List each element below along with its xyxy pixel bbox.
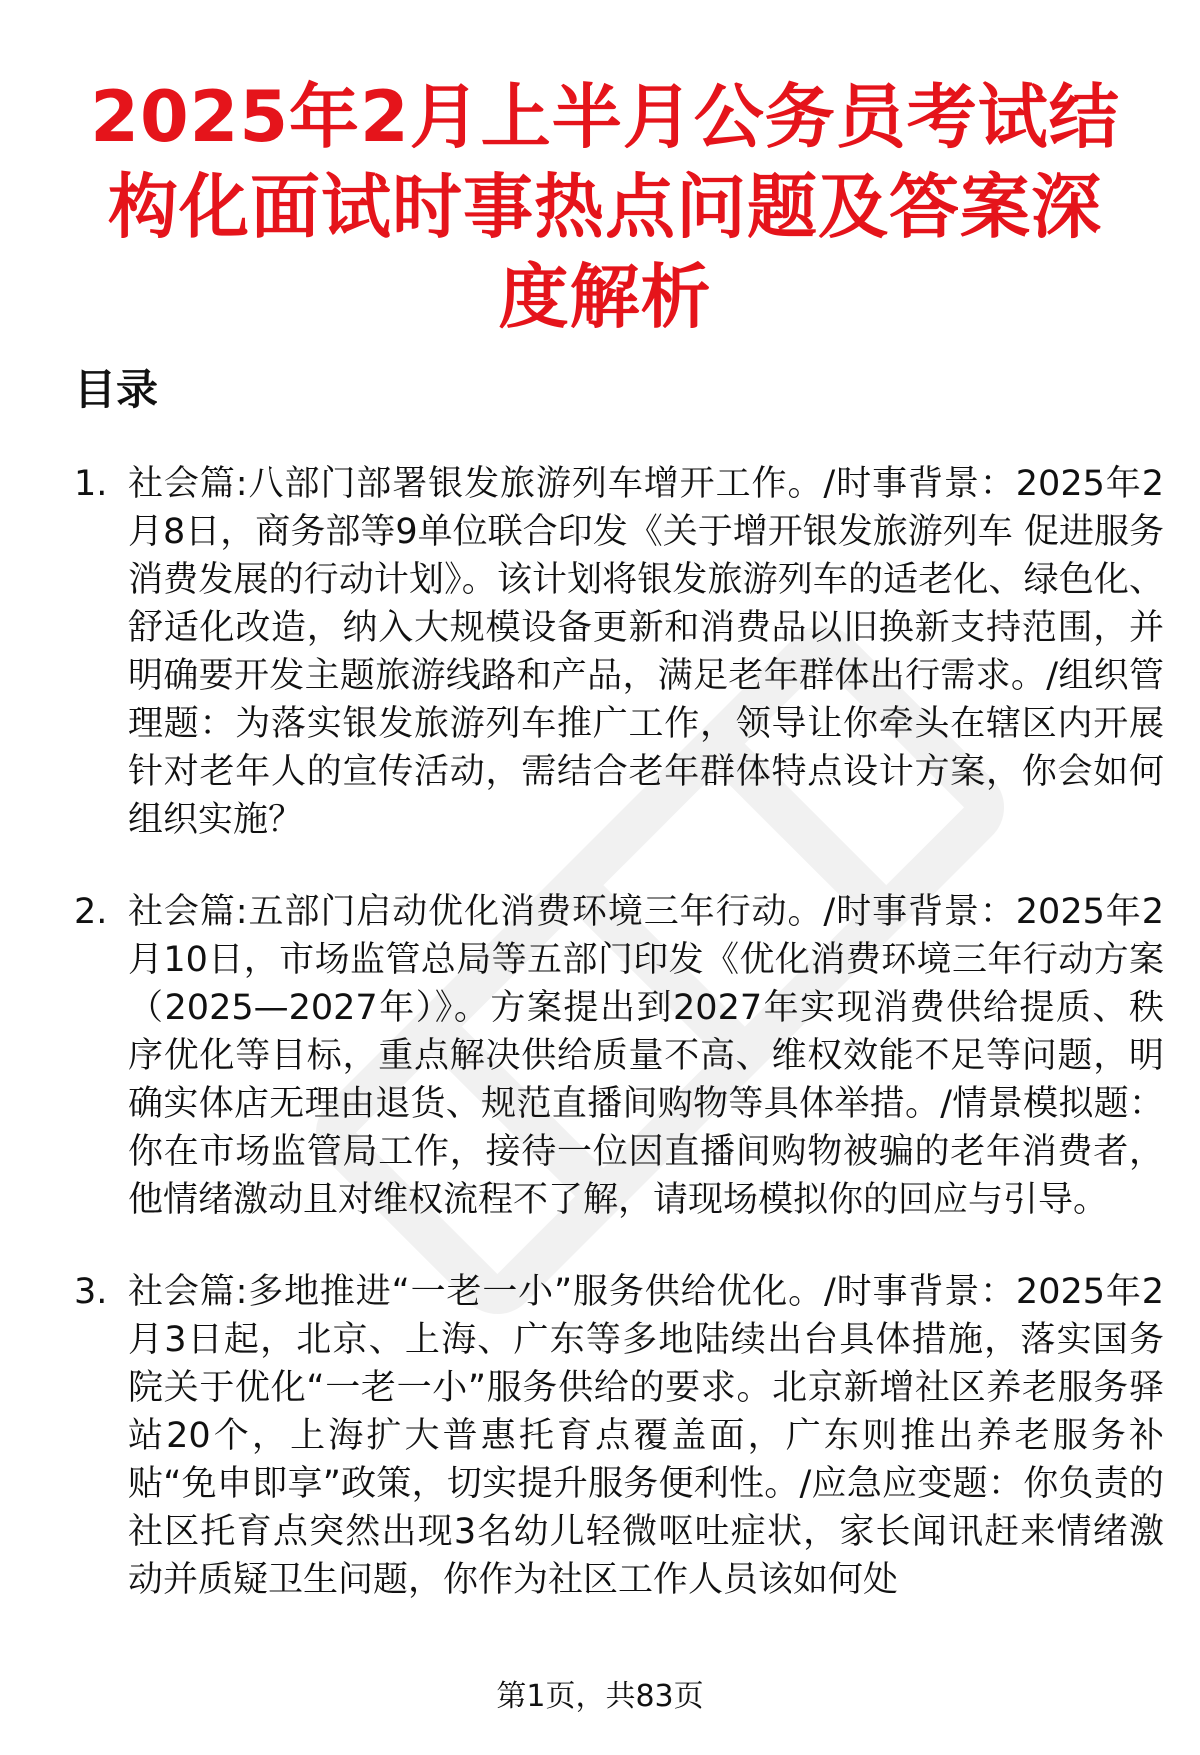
toc-item-text[interactable]: 社会篇:多地推进“一老一小”服务供给优化。/时事背景：2025年2月3日起，北京、上海、广东等多地陆续出台具体措施，落实国务院关于优化“一老一小”服务供给的要求。北京新增社区养老服务驿站20个，上海扩大普惠托育点覆盖面，广东则推出养老服务补贴“免申即享”政策，切实提升服务便利性。/应急应变题：你负责的社区托育点突然出现3名幼儿轻微呕吐症状，家长闻讯赶来情绪激动并质疑卫生问题，你作为社区工作人员该如何处: [128, 1272, 1164, 1600]
toc-item-number: 3.: [74, 1272, 108, 1312]
document-title: 2025年2月上半月公务员考试结构化面试时事热点问题及答案深度解析: [90, 76, 1120, 338]
toc-item-text[interactable]: 社会篇:八部门部署银发旅游列车增开工作。/时事背景：2025年2月8日，商务部等9单位联合印发《关于增开银发旅游列车 促进服务消费发展的行动计划》。该计划将银发旅游列车的适老化、绿色化、舒适化改造，纳入大规模设备更新和消费品以旧换新支持范围，并明确要开发主题旅游线路和产品，满足老年群体出行需求。/组织管理题：为落实银发旅游列车推广工作，领导让你牵头在辖区内开展针对老年人的宣传活动，需结合老年群体特点设计方案，你会如何组织实施？: [128, 464, 1164, 840]
toc-item-text[interactable]: 社会篇:五部门启动优化消费环境三年行动。/时事背景：2025年2月10日，市场监管总局等五部门印发《优化消费环境三年行动方案（2025—2027年）》。方案提出到2027年实现消费供给提质、秩序优化等目标，重点解决供给质量不高、维权效能不足等问题，明确实体店无理由退货、规范直播间购物等具体举措。/情景模拟题：你在市场监管局工作，接待一位因直播间购物被骗的老年消费者，他情绪激动且对维权流程不了解，请现场模拟你的回应与引导。: [128, 892, 1164, 1220]
toc-heading: 目录: [74, 365, 159, 414]
page-footer: 第1页，共83页: [496, 1679, 704, 1714]
toc-item-1[interactable]: [74, 460, 1164, 844]
toc-list: [74, 460, 1164, 1755]
toc-item-number: 2.: [74, 892, 108, 932]
toc-item-2[interactable]: [74, 888, 1164, 1224]
toc-item-number: 1.: [74, 464, 108, 504]
